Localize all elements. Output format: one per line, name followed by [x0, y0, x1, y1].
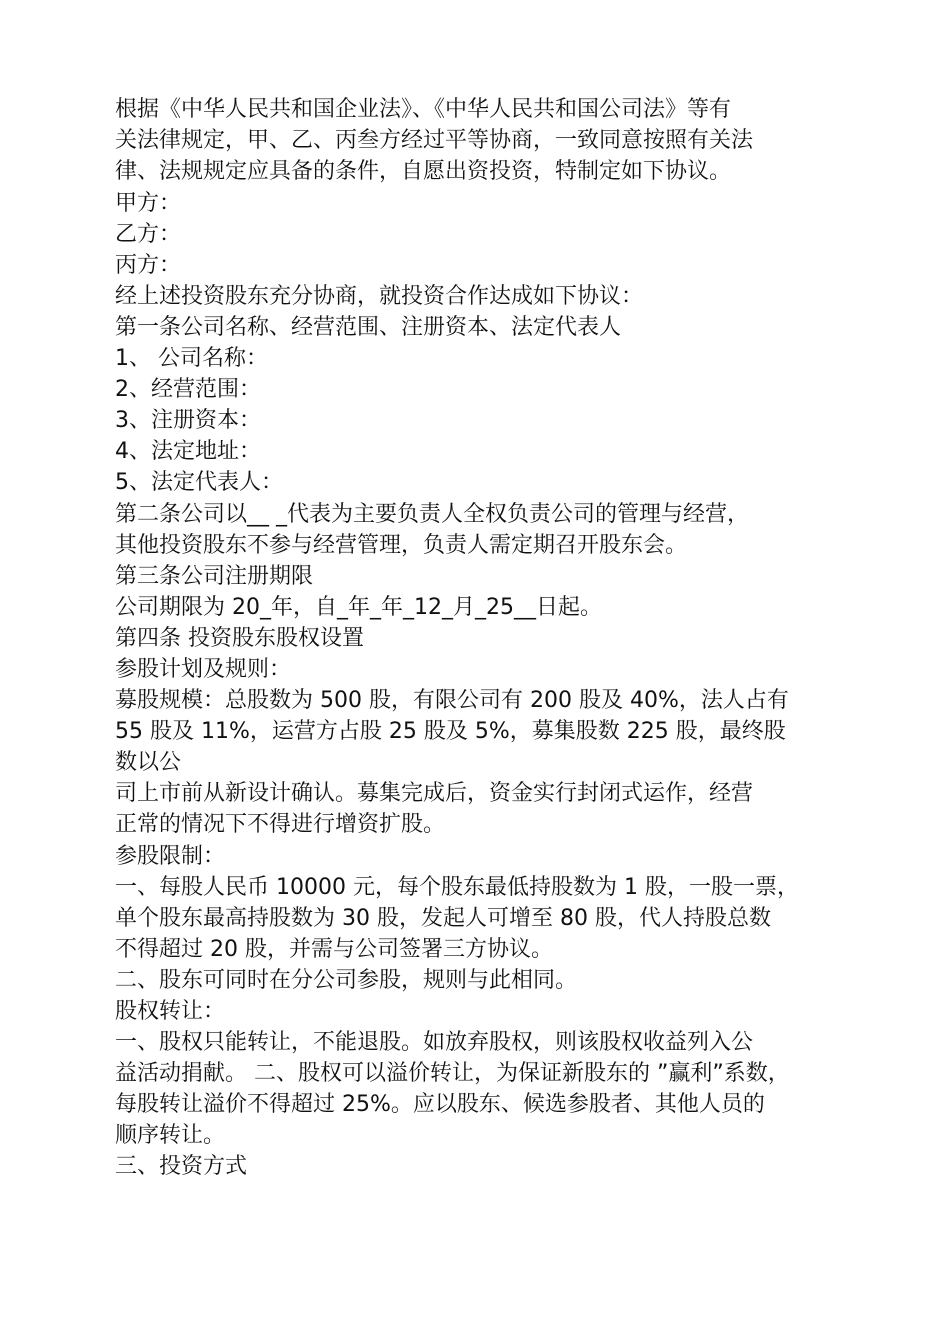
- text-line: 一、每股人民币 10000 元，每个股东最低持股数为 1 股，一股一票，: [115, 875, 799, 900]
- text-line: 股权转让：: [115, 999, 226, 1024]
- text-line: 三、投资方式: [115, 1154, 248, 1179]
- text-line: 甲方：: [115, 191, 182, 216]
- text-line: 募股规模：总股数为 500 股，有限公司有 200 股及 40%，法人占有: [115, 688, 789, 713]
- text-line: 乙方：: [115, 222, 182, 247]
- text-line: 单个股东最高持股数为 30 股，发起人可增至 80 股，代人持股总数: [115, 906, 771, 931]
- text-line: 5、法定代表人：: [115, 470, 283, 495]
- text-line: 2、经营范围：: [115, 377, 261, 402]
- text-line: 参股计划及规则：: [115, 657, 292, 682]
- text-line: 4、法定地址：: [115, 439, 261, 464]
- text-line: 益活动捐献。 二、股权可以溢价转让，为保证新股东的 ”赢利”系数，: [115, 1061, 790, 1086]
- text-line: 关法律规定，甲、乙、丙叁方经过平等协商，一致同意按照有关法: [115, 128, 754, 153]
- text-line: 3、注册资本：: [115, 408, 261, 433]
- text-line: 根据《中华人民共和国企业法》、《中华人民共和国公司法》等有: [115, 97, 732, 122]
- text-line: 参股限制：: [115, 844, 226, 869]
- text-line: 其他投资股东不参与经营管理，负责人需定期召开股东会。: [115, 533, 688, 558]
- text-line: 数以公: [115, 750, 182, 775]
- text-line: 每股转让溢价不得超过 25%。应以股东、候选参股者、其他人员的: [115, 1092, 765, 1117]
- text-line: 不得超过 20 股，并需与公司签署三方协议。: [115, 937, 553, 962]
- text-line: 正常的情况下不得进行增资扩股。: [115, 812, 446, 837]
- text-line: 经上述投资股东充分协商，就投资合作达成如下协议：: [115, 284, 644, 309]
- text-line: 律、法规规定应具备的条件，自愿出资投资，特制定如下协议。: [115, 159, 732, 184]
- text-line: 丙方：: [115, 253, 182, 278]
- text-line: 顺序转让。: [115, 1123, 226, 1148]
- text-line: 第四条 投资股东股权设置: [115, 626, 364, 651]
- text-line: 55 股及 11%，运营方占股 25 股及 5%，募集股数 225 股，最终股: [115, 719, 786, 744]
- text-line: 第三条公司注册期限: [115, 564, 314, 589]
- text-line: 一、股权只能转让，不能退股。如放弃股权，则该股权收益列入公: [115, 1030, 754, 1055]
- text-line: 第二条公司以__ _代表为主要负责人全权负责公司的管理与经营，: [115, 502, 749, 527]
- text-line: 第一条公司名称、经营范围、注册资本、法定代表人: [115, 315, 622, 340]
- text-line: 司上市前从新设计确认。募集完成后，资金实行封闭式运作，经营: [115, 781, 754, 806]
- text-line: 公司期限为 20_年，自_年_年_12_月_25__日起。: [115, 595, 602, 620]
- text-line: 二、股东可同时在分公司参股，规则与此相同。: [115, 968, 578, 993]
- text-line: 1、 公司名称：: [115, 346, 268, 371]
